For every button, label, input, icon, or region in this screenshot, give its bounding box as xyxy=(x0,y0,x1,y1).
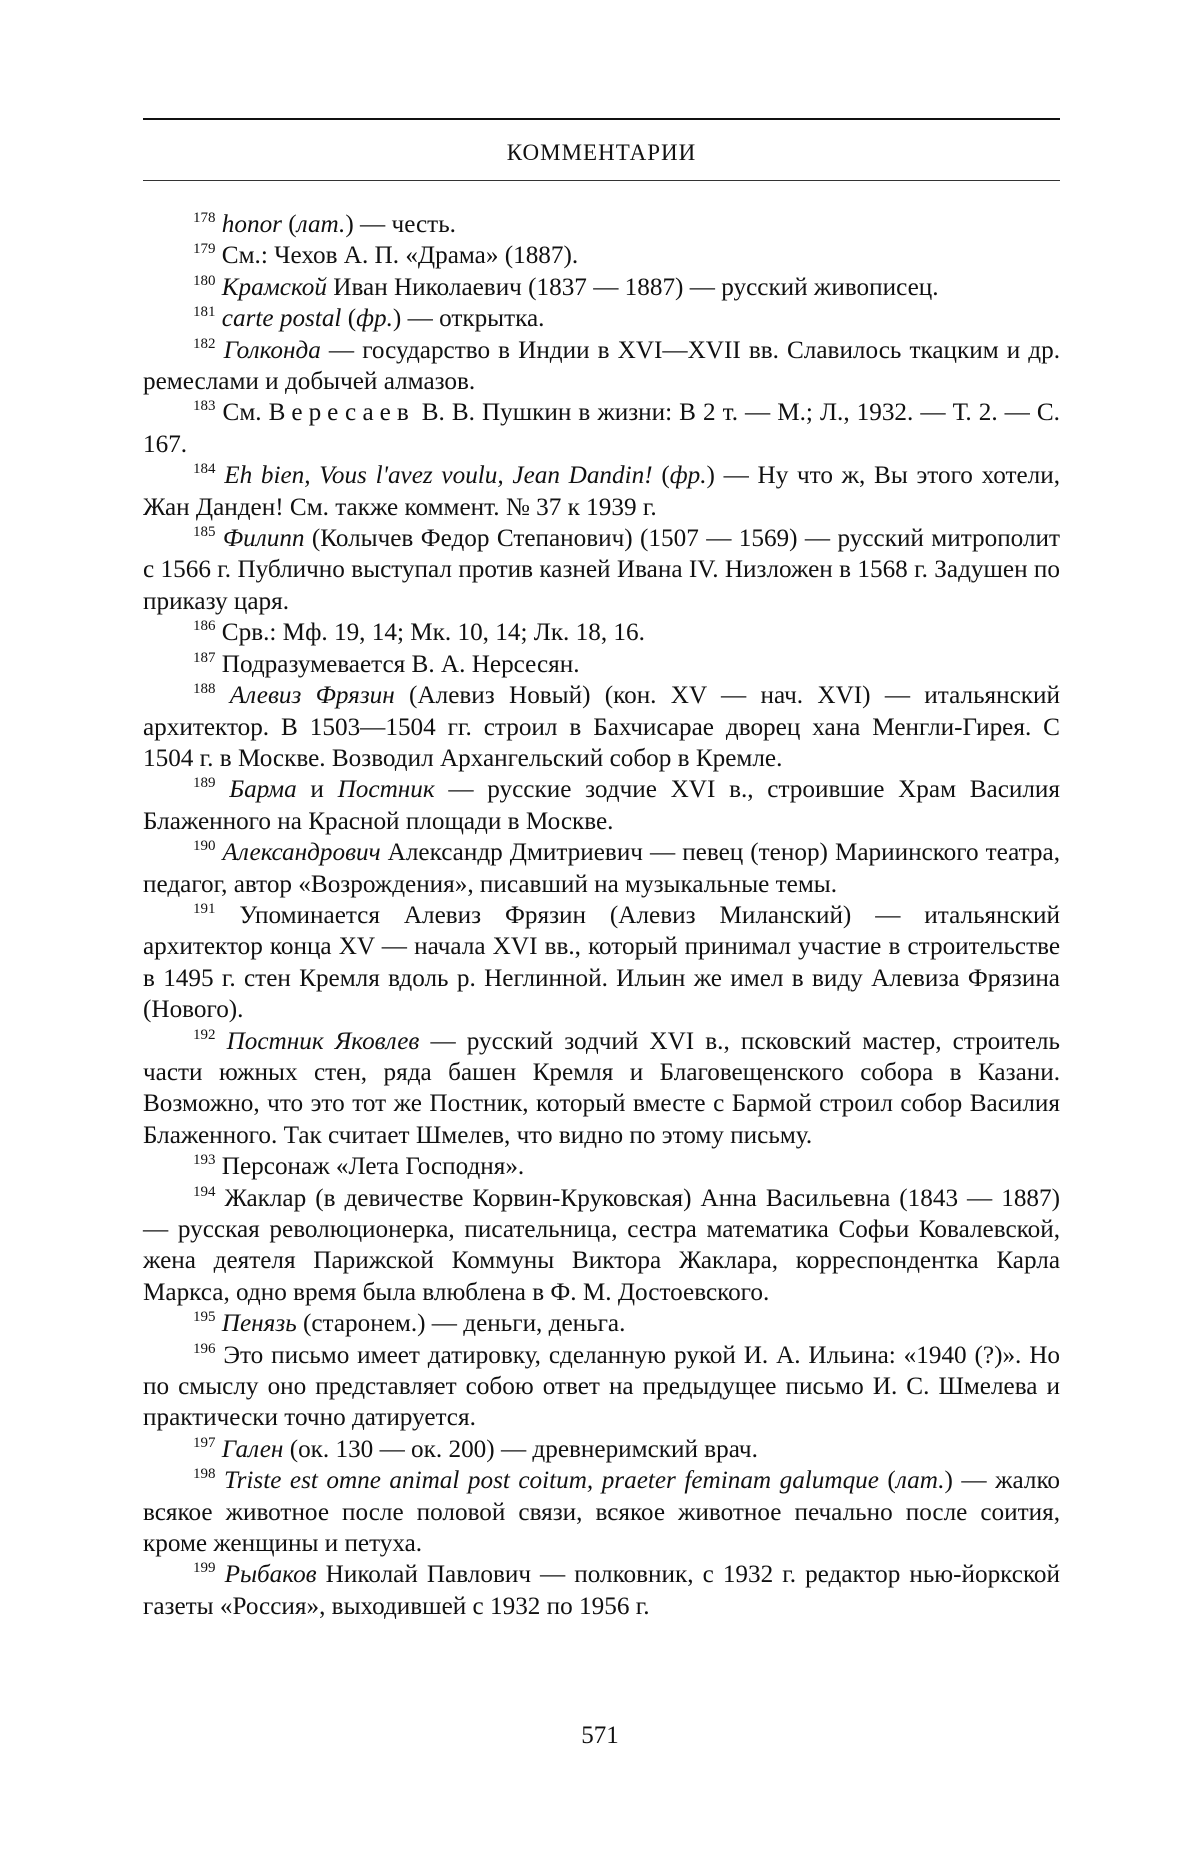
page-number: 571 xyxy=(581,1722,619,1749)
endnote-text: Алевиз Фрязин (Алевиз Новый) (кон. XV — нач. XVI) — итальянский архитектор. В 1503—1504 гг. строил в Бахчисарае дворец хана Менгли-Гирея. С 1504 г. в Москве. Возводил Архангельский собор в Кремле. xyxy=(143,682,1060,772)
endnote-text: carte postal (фр.) — открытка. xyxy=(221,305,545,333)
endnote-180 xyxy=(143,272,1060,303)
endnote-number: 189 xyxy=(193,775,216,792)
endnote-text: Барма и Постник — русские зодчие XVI в., строившие Храм Василия Блаженного на Красной площади в Москве. xyxy=(143,776,1060,835)
endnote-179 xyxy=(143,240,1060,271)
endnote-number: 198 xyxy=(193,1466,216,1483)
endnote-text: Постник Яковлев — русский зодчий XVI в., псковский мастер, строитель части южных стен, ряда башен Кремля и Благовещенского собора в Казани. Возможно, что это тот же Постник, который вместе с Бармой строил собор Василия Блаженного. Так считает Шмелев, что видно по этому письму. xyxy=(143,1027,1060,1149)
endnote-number: 188 xyxy=(193,681,216,698)
endnote-197 xyxy=(143,1434,1060,1465)
endnote-186 xyxy=(143,617,1060,648)
endnote-187 xyxy=(143,649,1060,680)
endnote-text: См. Вересаев В. В. Пушкин в жизни: В 2 т. — М.; Л., 1932. — Т. 2. — С. 167. xyxy=(143,399,1060,458)
endnote-192 xyxy=(143,1026,1060,1152)
endnote-text: Пенязь (старонем.) — деньги, деньга. xyxy=(221,1310,626,1338)
endnote-188 xyxy=(143,680,1060,774)
endnote-number: 178 xyxy=(193,210,216,226)
endnote-text: Упоминается Алевиз Фрязин (Алевиз Миланский) — итальянский архитектор конца XV — начала XVI вв., который принимал участие в строительстве в 1495 г. стен Кремля вдоль р. Неглинной. Ильин же имел в виду Алевиза Фрязина (Нового). xyxy=(143,901,1060,1024)
endnote-number: 195 xyxy=(193,1309,216,1326)
endnote-193 xyxy=(143,1151,1060,1182)
endnote-number: 183 xyxy=(193,398,216,415)
endnote-text: Персонаж «Лета Господня». xyxy=(215,1153,525,1181)
endnote-189 xyxy=(143,774,1060,837)
endnote-190 xyxy=(143,837,1060,900)
endnote-183 xyxy=(143,397,1060,460)
endnotes-list xyxy=(143,209,1060,1622)
endnote-text: Филипп (Колычев Федор Степанович) (1507 — 1569) — русский митрополит с 1566 г. Публично выступал против казней Ивана IV. Низложен в 1568 г. Задушен по приказу царя. xyxy=(143,525,1061,615)
endnote-text: honor (лат.) — честь. xyxy=(221,211,456,238)
endnote-number: 185 xyxy=(193,524,216,541)
page-body xyxy=(143,118,1060,1622)
endnote-text: Подразумевается В. А. Нерсесян. xyxy=(215,650,580,678)
endnote-191 xyxy=(143,900,1060,1026)
endnote-195 xyxy=(143,1308,1060,1339)
endnote-number: 196 xyxy=(193,1340,216,1357)
endnote-number: 191 xyxy=(193,900,216,917)
endnote-number: 182 xyxy=(193,335,216,352)
endnote-number: 192 xyxy=(193,1026,216,1043)
endnote-number: 194 xyxy=(193,1183,216,1200)
endnote-number: 180 xyxy=(193,272,216,289)
endnote-number: 184 xyxy=(193,461,216,478)
header-rule-top xyxy=(143,118,1060,120)
endnote-text: Голконда — государство в Индии в XVI—XVII вв. Славилось ткацким и др. ремеслами и добычей алмазов. xyxy=(143,336,1061,396)
endnote-number: 187 xyxy=(193,649,216,666)
endnote-text: Срв.: Мф. 19, 14; Мк. 10, 14; Лк. 18, 16. xyxy=(215,619,645,647)
endnote-199 xyxy=(143,1559,1060,1622)
endnote-text: Крамской Иван Николаевич (1837 — 1887) — русский живописец. xyxy=(221,273,939,301)
endnote-184 xyxy=(143,460,1060,523)
endnote-number: 199 xyxy=(193,1560,216,1577)
endnote-182 xyxy=(143,335,1060,398)
header-rule-bottom xyxy=(143,180,1060,181)
endnote-text: Жаклар (в девичестве Корвин-Круковская) Анна Васильевна (1843 — 1887) — русская революционерка, писательница, сестра математика Софьи Ковалевской, жена деятеля Парижской Коммуны Виктора Жаклара, корреспондентка Карла Маркса, одно время была влюблена в Ф. М. Достоевского. xyxy=(143,1184,1060,1306)
endnote-196 xyxy=(143,1340,1060,1434)
endnote-number: 197 xyxy=(193,1434,216,1451)
endnote-text: Рыбаков Николай Павлович — полковник, с 1932 г. редактор нью-йоркской газеты «Россия», выходившей с 1932 по 1956 г. xyxy=(143,1561,1060,1620)
endnote-number: 181 xyxy=(193,304,216,321)
endnote-text: Александрович Александр Дмитриевич — певец (тенор) Мариинского театра, педагог, автор «Возрождения», писавший на музыкальные темы. xyxy=(143,839,1061,898)
endnote-number: 179 xyxy=(193,241,216,258)
endnote-198 xyxy=(143,1465,1060,1559)
endnote-text: См.: Чехов А. П. «Драма» (1887). xyxy=(215,242,579,270)
endnote-181 xyxy=(143,303,1060,334)
endnote-text: Это письмо имеет датировку, сделанную рукой И. А. Ильина: «1940 (?)». Но по смыслу оно представляет собою ответ на предыдущее письмо И. С. Шмелева и практически точно датируется. xyxy=(143,1341,1060,1432)
endnote-text: Eh bien, Vous l'avez voulu, Jean Dandin! (фр.) — Ну что ж, Вы этого хотели, Жан Данден! См. также коммент. № 37 к 1939 г. xyxy=(143,462,1061,521)
running-title: КОММЕНТАРИИ xyxy=(506,140,697,165)
endnote-number: 186 xyxy=(193,618,216,635)
endnote-number: 193 xyxy=(193,1152,216,1169)
endnote-185 xyxy=(143,523,1060,617)
endnote-178 xyxy=(143,209,1060,240)
endnote-number: 190 xyxy=(193,838,216,855)
endnote-text: Гален (ок. 130 — ок. 200) — древнеримский врач. xyxy=(221,1435,758,1463)
endnote-text: Triste est omne animal post coitum, praeter feminam galumque (лат.) — жалко всякое животное после половой связи, всякое животное печально после соития, кроме женщины и петуха. xyxy=(143,1467,1061,1558)
endnote-194 xyxy=(143,1183,1060,1309)
